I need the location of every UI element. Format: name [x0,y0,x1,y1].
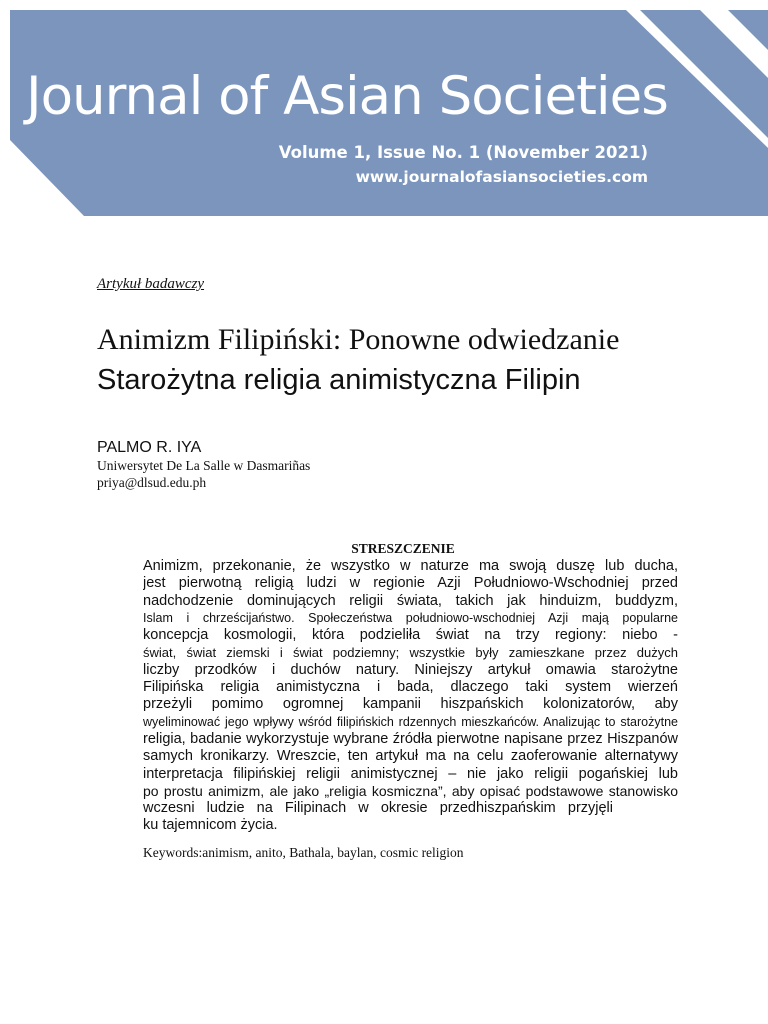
abstract-line: Animizm, przekonanie, że wszystko w naturze ma swoją duszę lub ducha, [143,558,678,574]
journal-url[interactable]: www.journalofasiansocieties.com [355,168,648,186]
abstract-line: przeżyli pomimo ogromnej kampanii hiszpańskich kolonizatorów, aby [143,696,678,713]
abstract-line: liczby przodków i duchów natury. Niniejszy artykuł omawia starożytne [143,661,678,678]
journal-title: Journal of Asian Societies [26,66,668,127]
abstract-line: jest pierwotną religią ludzi w regionie Azji Południowo-Wschodniej przed [143,575,678,592]
author-email[interactable]: priya@dlsud.edu.ph [97,475,207,490]
abstract-line: samych kronikarzy. Wreszcie, ten artykuł ma na celu zaoferowanie alternatywy [143,748,678,765]
journal-issue: Volume 1, Issue No. 1 (November 2021) [278,143,648,162]
abstract-line: koncepcja kosmologii, która podzieliła świat na trzy regiony: niebo - [143,627,678,644]
article-title-line2: Starożytna religia animistyczna Filipin [97,364,581,396]
abstract-line: ku tajemnicom życia. [143,817,278,834]
abstract-line: wyeliminować jego wpływy wśród filipińskich rdzennych mieszkańców. Analizując to starożytne [143,714,678,729]
abstract-line: po prostu animizm, ale jako „religia kosmiczna”, aby opisać podstawowe stanowisko [143,782,678,799]
author-affiliation: Uniwersytet De La Salle w Dasmariñas [97,458,311,473]
abstract-line: Filipińska religia animistyczna i bada, dlaczego taki system wierzeń [143,679,678,696]
keywords: Keywords:animism, anito, Bathala, baylan, cosmic religion [143,845,464,860]
article-title-line1: Animizm Filipiński: Ponowne odwiedzanie [97,323,620,356]
abstract-body [143,558,678,835]
abstract-line: świat, świat ziemski i świat podziemny; wszystkie były zamieszkane przez dużych [143,645,678,661]
journal-banner [0,0,768,220]
abstract-line: Islam i chrześcijaństwo. Społeczeństwa południowo-wschodniej Azji mają popularne [143,610,678,625]
abstract-line: religia, badanie wykorzystuje wybrane źródła pierwotne napisane przez Hiszpanów [143,730,678,747]
abstract-heading: STRESZCZENIE [351,541,455,556]
abstract-line: wczesni ludzie na Filipinach w okresie przedhiszpańskim przyjęli [143,800,613,817]
abstract-line: interpretacja filipińskiej religii animistycznej – nie jako religii pogańskiej lub [143,765,678,782]
article-type: Artykuł badawczy [97,276,205,292]
abstract-line: nadchodzenie dominujących religii świata, takich jak hinduizm, buddyzm, [143,592,678,609]
author-name: PALMO R. IYA [97,439,202,456]
